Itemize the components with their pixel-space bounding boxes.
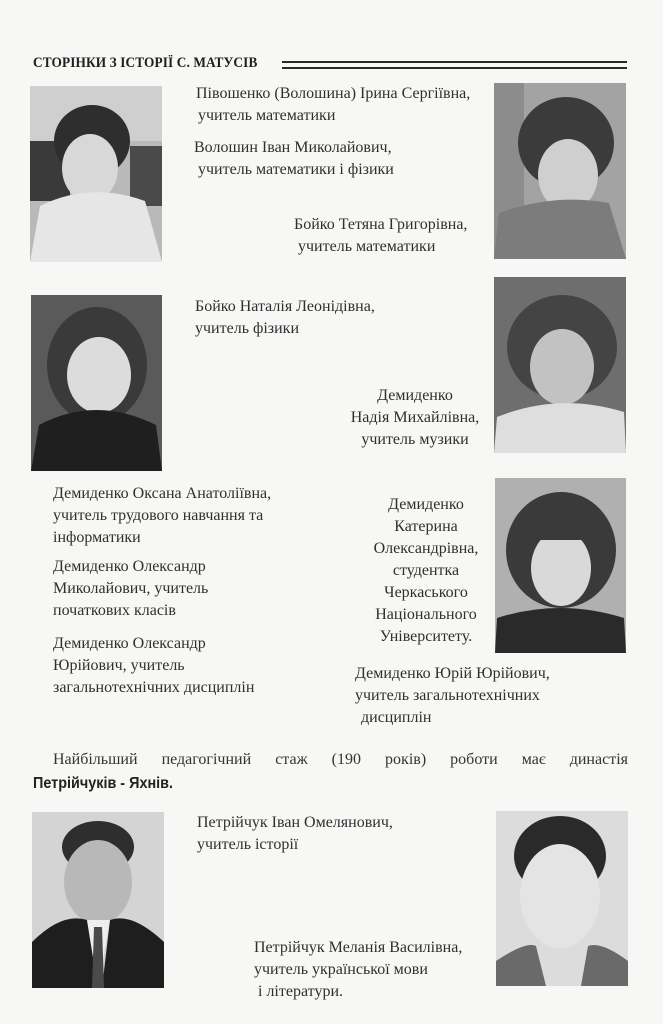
- caption-petriichuk-melaniia: [254, 937, 462, 1003]
- portrait-photo-demydenko-nadiia: [494, 277, 626, 453]
- caption-institution-3: Університету.: [379, 628, 473, 645]
- caption-patronymic: Олександрівна,: [373, 540, 479, 557]
- caption-role: учитель української мови: [254, 961, 428, 978]
- caption-role: учитель загальнотехнічних: [355, 687, 540, 704]
- caption-role: учитель фізики: [195, 320, 300, 337]
- caption-surname: Демиденко: [388, 496, 464, 513]
- header-rule-bottom: [282, 67, 627, 69]
- portrait-photo-demydenko-kateryna: [495, 478, 626, 653]
- header-rule-top: [282, 61, 627, 63]
- dynasty-paragraph: [33, 748, 628, 772]
- caption-role-cont: дисциплін: [361, 709, 432, 726]
- caption-role: учитель трудового навчання та: [53, 507, 264, 524]
- portrait-photo-boiko-nataliia: [31, 295, 162, 471]
- caption-role: учитель музики: [361, 431, 469, 448]
- caption-boiko-nataliia: [195, 296, 375, 340]
- caption-pivoshenko: [196, 83, 470, 127]
- caption-name-cont: Юрійович, учитель: [53, 657, 185, 674]
- caption-petriichuk-ivan: [197, 812, 393, 856]
- caption-demydenko-oksana: [53, 483, 271, 549]
- portrait-photo-pivoshenko: [30, 86, 162, 262]
- caption-name: Демиденко Юрій Юрійович,: [355, 665, 550, 682]
- caption-name: Півошенко (Волошина) Ірина Сергіївна,: [196, 85, 471, 102]
- caption-name: Демиденко Олександр: [53, 635, 206, 652]
- caption-role: загальнотехнічних дисциплін: [53, 679, 255, 696]
- portrait-photo-petriichuk-melaniia: [496, 811, 628, 986]
- dynasty-paragraph-text: Найбільший педагогічний стаж (190 років) роботи має династія: [53, 751, 628, 768]
- caption-role: студентка: [392, 562, 460, 579]
- caption-name: Волошин Іван Миколайович,: [194, 139, 392, 156]
- caption-voloshyn: [194, 137, 394, 181]
- dynasty-name-bold: Петрійчуків - Яхнів.: [33, 775, 174, 792]
- caption-institution-2: Національного: [375, 606, 477, 623]
- page-header-title: СТОРІНКИ З ІСТОРІЇ С. МАТУСІВ: [33, 55, 258, 71]
- caption-name: Надія Михайлівна,: [350, 409, 480, 426]
- caption-institution-1: Черкаського: [384, 584, 468, 601]
- caption-role-cont: і літератури.: [258, 983, 343, 1000]
- caption-role: учитель математики: [198, 107, 336, 124]
- caption-name-cont: Миколайович, учитель: [53, 580, 209, 597]
- caption-demydenko-oleksandr-yu: [53, 633, 254, 699]
- caption-role-cont: інформатики: [53, 529, 141, 546]
- caption-demydenko-kateryna: [362, 494, 490, 648]
- caption-boiko-tetiana: [294, 214, 467, 258]
- caption-name: Демиденко Олександр: [53, 558, 206, 575]
- caption-name: Бойко Тетяна Григорівна,: [294, 216, 468, 233]
- caption-name: Демиденко Оксана Анатоліївна,: [53, 485, 272, 502]
- caption-demydenko-yurii: [355, 663, 550, 729]
- caption-role: учитель математики: [298, 238, 436, 255]
- portrait-photo-petriichuk-ivan: [32, 812, 164, 988]
- caption-surname: Демиденко: [377, 387, 453, 404]
- caption-demydenko-oleksandr-m: [53, 556, 208, 622]
- caption-role: учитель історії: [197, 836, 299, 853]
- portrait-photo-boiko-tetiana: [494, 83, 626, 259]
- caption-role: початкових класів: [53, 602, 176, 619]
- caption-first-name: Катерина: [394, 518, 458, 535]
- caption-demydenko-nadiia: [340, 385, 490, 451]
- caption-name: Петрійчук Меланія Василівна,: [254, 939, 463, 956]
- caption-role: учитель математики і фізики: [198, 161, 394, 178]
- caption-name: Бойко Наталія Леонідівна,: [195, 298, 375, 315]
- caption-name: Петрійчук Іван Омелянович,: [197, 814, 393, 831]
